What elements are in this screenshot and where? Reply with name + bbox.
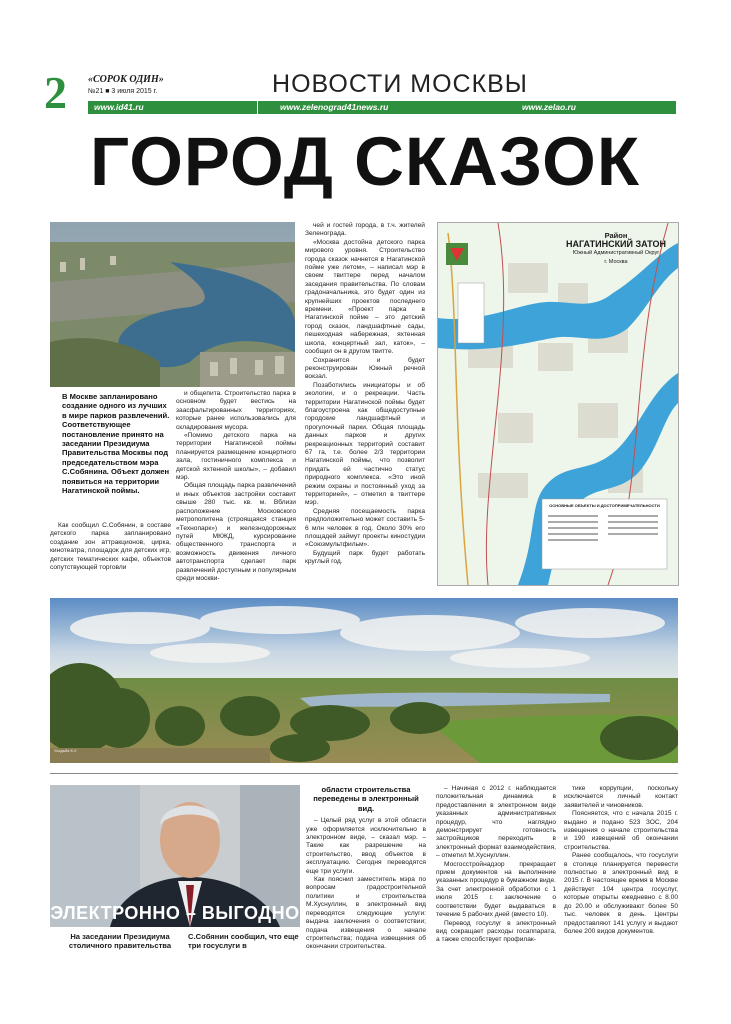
panorama-photo — [50, 598, 678, 763]
url-link[interactable]: www.zelenograd41news.ru — [280, 102, 389, 112]
url-bar-1[interactable] — [88, 101, 257, 114]
paragraph: и общепита. Строительство парка в основном будет вестись на заасфальтированных территориях, которые ранее использовались для складирования мусора. — [176, 390, 296, 431]
photo-credit: Усадьба К.У. — [54, 748, 78, 753]
url-link[interactable]: www.zelao.ru — [522, 102, 577, 112]
paragraph: Общая площадь парка развлечений и иных объектов застройки составит свыше 280 тыс. кв. м. Вблизи расположение Московского метрополитена (строящаяся станция «Технопарк») и железнодорожных путей МКЖД, курсирование общественного транспорта и возможность движения личного автотранспорта сделает парк развлечений доступным и популярным среди москви- — [176, 482, 296, 582]
paragraph: Будущий парк будет работать круглый год. — [305, 549, 425, 566]
paragraph: Поясняется, что с начала 2015 г. выдано и подано 523 ЗОС, 204 извещения о начале строительства и 190 извещений об окончании строительства. — [564, 810, 678, 851]
paragraph: – Целый ряд услуг в этой области уже оформляется исключительно в электронном виде, – сказал мэр. – Такие как разрешение на строительство, ввод объектов в эксплуатацию. Сегодня переводятся еще три услуги. — [306, 817, 426, 875]
article-col-3 — [305, 222, 425, 567]
map-okrug: Южный Административный Округ — [572, 250, 660, 256]
url-link[interactable]: www.id41.ru — [94, 102, 144, 112]
map-legend-title: ОСНОВНЫЕ ОБЪЕКТЫ И ДОСТОПРИМЕЧАТЕЛЬНОСТИ — [549, 503, 660, 508]
paragraph: Ранее сообщалось, что госуслуги в столице планируется перевести полностью в электронный вид в 2015 г. В настоящее время в Москве действует 104 центра госуслуг, которые открыты ежедневно с 8.00 до 20.00 и обслуживают более 50 тыс. человек в день. Центры предоставляют 141 услугу и выдают более 200 видов документов. — [564, 852, 678, 935]
section-title: НОВОСТИ МОСКВЫ — [272, 70, 528, 98]
bottom-col-3 — [564, 785, 678, 936]
photo-caption-left: На заседании Президиума столичного правительства — [68, 932, 172, 951]
article-col-2 — [176, 390, 296, 583]
photo-banner: ЭЛЕКТРОННО – ВЫГОДНО — [50, 903, 300, 923]
headline: ГОРОД СКАЗОК — [90, 123, 640, 200]
bottom-col-2 — [436, 785, 556, 945]
map-title: НАГАТИНСКИЙ ЗАТОН — [566, 239, 666, 249]
aerial-photo — [50, 222, 295, 387]
paragraph: Мосгосстройнадзор прекращает прием документов на выполнение указанных процедур в бумажном виде. За счет электронной обработки с 1 июля 2015 г. заключение о соответствии будет выдаваться в течение 5 рабочих дней (вместо 10). — [436, 860, 556, 919]
paragraph: тике коррупции, поскольку исключается личный контакт заявителей и чиновников. — [564, 785, 678, 809]
paragraph: – Начиная с 2012 г. наблюдается положительная динамика в предоставлении в электронном виде указанных административных процедур, что наглядно демонстрирует готовность застройщиков переходить в электронный формат взаимодействия, – отметил М.Хуснуллин. — [436, 785, 556, 860]
paragraph: «Москва достойна детского парка мирового уровня. Строительство города сказок начнется в Нагатинской пойме уже летом», – написал мэр в своем твиттере перед началом заседания правительства. По словам градоначальника, это будет один из крупнейших проектов последнего времени. «Проект парка в Нагатинской пойме – это детский город сказок, ландшафтные сады, пешеходная набережная, яхтенная школа, концертный зал, каток», – сообщил он в другом твитте. — [305, 238, 425, 356]
bottom-col-1 — [306, 785, 426, 952]
bottom-lead: области строительства переведены в электронный вид. — [313, 785, 419, 813]
newspaper-logo: «СОРОК ОДИН» — [88, 74, 164, 85]
issue-info: №21 ■ 3 июля 2015 г. — [88, 88, 158, 95]
paragraph: Как пояснил заместитель мэра по вопросам градостроительной политики и строительства М.Хуснуллин, в электронный вид переводятся следующие услуги: выдача заключения о соответствии; подача извещения о начале строительства; подача извещения об окончании строительства. — [306, 876, 426, 951]
map-district-label: Район — [604, 231, 628, 240]
map-title-block — [558, 231, 674, 267]
divider — [50, 773, 678, 774]
paragraph: Перевод госуслуг в электронный вид сокращает расходы госаппарата, а также способствует профилак- — [436, 919, 556, 944]
article-col-1 — [50, 522, 171, 572]
map-city: г. Москва — [604, 259, 628, 265]
photo-caption-right: С.Собянин сообщил, что еще три госуслуги в — [188, 932, 299, 951]
paragraph: «Помимо детского парка на территории Нагатинской поймы планируется размещение концертного зала, гостиничного комплекса и детской яхтенной школы», – добавил мэр. — [176, 432, 296, 482]
page-number: 2 — [44, 67, 67, 118]
paragraph: Как сообщил С.Собянин, в составе детского парка запланировано создание зон аттракционов, цирка, кинотеатра, площадок для детских игр, детских тематических кафе, объектов сопутствующей торговли — [50, 522, 171, 572]
url-bar-2[interactable] — [258, 101, 480, 114]
url-bar-3[interactable] — [466, 101, 676, 114]
district-map — [437, 222, 679, 586]
paragraph: Сохранится и будет реконструирован Южный речной вокзал. — [305, 356, 425, 381]
article-lead: В Москве запланировано создание одного из лучших в мире парков развлечений. Соответствующее постановление принято на заседании Президиума Правительства Москвы под председательством мэра С.Собянина. Объект должен появиться на территории Нагатинской поймы. — [62, 392, 170, 496]
paragraph: Позаботились инициаторы и об экологии, и о рекреации. Часть территории Нагатинской поймы будет благоустроена как общедоступные городские ландшафтный и прогулочный парки. Общая площадь данных парков и других рекреационных территорий составит 67 га, т.е. более 2/3 территории Нагатинской поймы, что позволит придать ей частично статус природного комплекса. «Это иной режим охраны и постоянный уход за территорией», – отметил в твиттере мэр. — [305, 381, 425, 507]
paragraph: Средняя посещаемость парка предположительно может составить 5-6 млн человек в год. Около 30% его площадей займут проекты киностудии «Союзмультфильм». — [305, 507, 425, 549]
paragraph: чей и гостей города, в т.ч. жителей Зеленограда. — [305, 222, 425, 238]
